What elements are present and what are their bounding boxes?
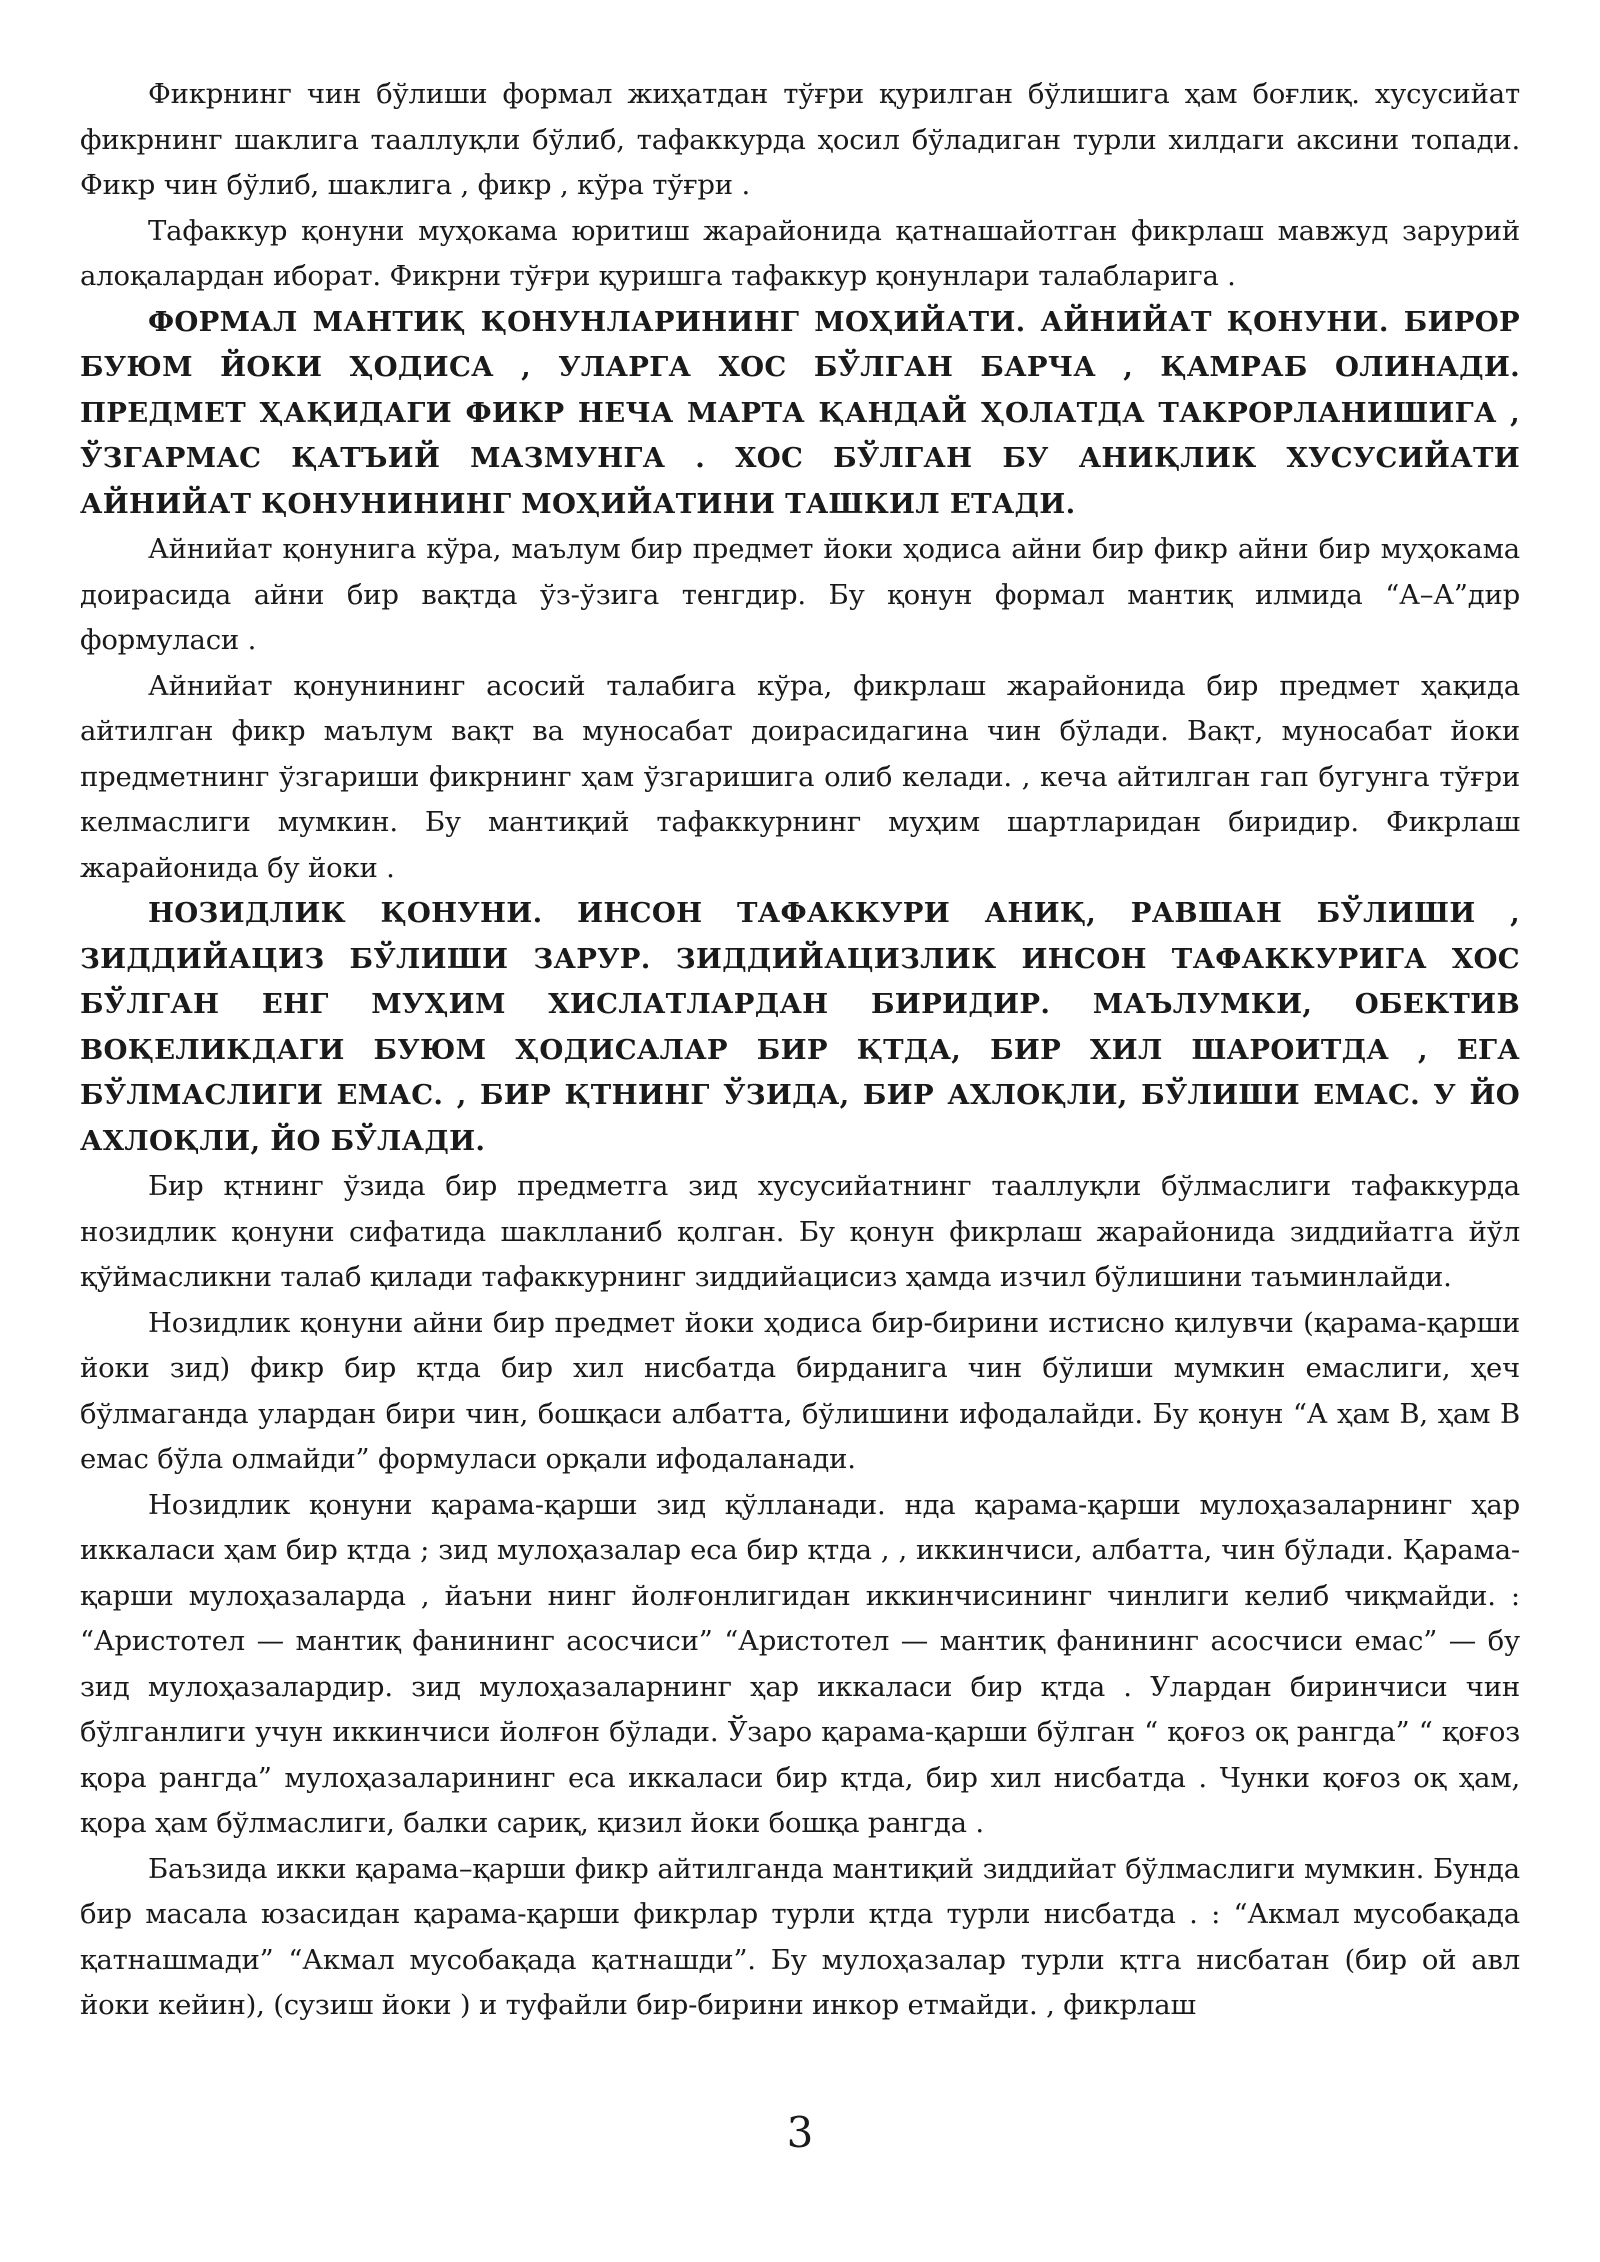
page-number: 3: [786, 2108, 814, 2157]
section-heading-paragraph: ФОРМАЛ МАНТИҚ ҚОНУНЛАРИНИНГ МОҲИЙАТИ. АЙНИЙАТ ҚОНУНИ. БИРОР БУЮМ ЙОКИ ҲОДИСА , УЛАРГА ХОС БЎЛГАН БАРЧА , ҚАМРАБ ОЛИНАДИ. ПРЕДМЕТ ҲАҚИДАГИ ФИКР НЕЧА МАРТА ҚАНДАЙ ҲОЛАТДА ТАКРОРЛАНИШИГА , ЎЗГАРМАС ҚАТЪИЙ МАЗМУНГА . ХОС БЎЛГАН БУ АНИҚЛИК ХУСУСИЙАТИ АЙНИЙАТ ҚОНУНИНИНГ МОҲИЙАТИНИ ТАШКИЛ ЕТАДИ.: [80, 305, 1520, 520]
paragraph: Бир қтнинг ўзида бир предметга зид хусусийатнинг тааллуқли бўлмаслиги тафаккурда нозидлик қонуни сифатида шаклланиб қолган. Бу қонун фикрлаш жарайонида зиддийатга йўл қўймасликни талаб қилади тафаккурнинг зиддийацисиз ҳамда изчил бўлишини таъминлайди.: [80, 1170, 1520, 1293]
paragraph: Нозидлик қонуни айни бир предмет йоки ҳодиса бир-бирини истисно қилувчи (қарама-қарши йоки зид) фикр бир қтда бир хил нисбатда бирданига чин бўлиши мумкин емаслиги, ҳеч бўлмаганда улардан бири чин, бошқаси албатта, бўлишини ифодалайди. Бу қонун “А ҳам В, ҳам В емас бўла олмайди” формуласи орқали ифодаланади.: [80, 1306, 1520, 1475]
paragraph: Нозидлик қонуни қарама-қарши зид қўлланади. нда қарама-қарши мулоҳазаларнинг ҳар иккаласи ҳам бир қтда ; зид мулоҳазалар еса бир қтда , , иккинчиси, албатта, чин бўлади. Қарама-қарши мулоҳазаларда , йаъни нинг йолғонлигидан иккинчисининг чинлиги келиб чиқмайди. : “Аристотел — мантиқ фанининг асосчиси” “Аристотел — мантиқ фанининг асосчиси емас” — бу зид мулоҳазалардир. зид мулоҳазаларнинг ҳар иккаласи бир қтда . Улардан биринчиси чин бўлганлиги учун иккинчиси йолғон бўлади. Ўзаро қарама-қарши бўлган “ қоғоз оқ рангда” “ қоғоз қора рангда” мулоҳазаларининг еса иккаласи бир қтда, бир хил нисбатда . Чунки қоғоз оқ ҳам, қора ҳам бўлмаслиги, балки сариқ, қизил йоки бошқа рангда .: [80, 1488, 1520, 1839]
paragraph: Тафаккур қонуни муҳокама юритиш жарайонида қатнашайотган фикрлаш мавжуд зарурий алоқалардан иборат. Фикрни тўғри қуришга тафаккур қонунлари талабларига .: [80, 214, 1520, 292]
paragraph: Айнийат қонунининг асосий талабига кўра, фикрлаш жарайонида бир предмет ҳақида айтилган фикр маълум вақт ва муносабат доирасидагина чин бўлади. Вақт, муносабат йоки предметнинг ўзгариши фикрнинг ҳам ўзгаришига олиб келади. , кеча айтилган гап бугунга тўғри келмаслиги мумкин. Бу мантиқий тафаккурнинг муҳим шартларидан биридир. Фикрлаш жарайонида бу йоки .: [80, 669, 1520, 884]
paragraph: Фикрнинг чин бўлиши формал жиҳатдан тўғри қурилган бўлишига ҳам боғлиқ. хусусийат фикрнинг шаклига тааллуқли бўлиб, тафаккурда ҳосил бўладиган турли хилдаги аксини топади. Фикр чин бўлиб, шаклига , фикр , кўра тўғри .: [80, 78, 1520, 201]
document-body: [80, 72, 1520, 2029]
section-heading-paragraph: НОЗИДЛИК ҚОНУНИ. ИНСОН ТАФАККУРИ АНИҚ, РАВШАН БЎЛИШИ , ЗИДДИЙАЦИЗ БЎЛИШИ ЗАРУР. ЗИДДИЙАЦИЗЛИК ИНСОН ТАФАККУРИГА ХОС БЎЛГАН ЕНГ МУҲИМ ХИСЛАТЛАРДАН БИРИДИР. МАЪЛУМКИ, ОБЕКТИВ ВОҚЕЛИКДАГИ БУЮМ ҲОДИСАЛАР БИР ҚТДА, БИР ХИЛ ШАРОИТДА , ЕГА БЎЛМАСЛИГИ ЕМАС. , БИР ҚТНИНГ ЎЗИДА, БИР АХЛОҚЛИ, БЎЛИШИ ЕМАС. У ЙО АХЛОҚЛИ, ЙО БЎЛАДИ.: [80, 897, 1520, 1157]
paragraph: Айнийат қонунига кўра, маълум бир предмет йоки ҳодиса айни бир фикр айни бир муҳокама доирасида айни бир вақтда ўз-ўзига тенгдир. Бу қонун формал мантиқ илмида “А–А”дир формуласи .: [80, 533, 1520, 656]
paragraph: Баъзида икки қарама–қарши фикр айтилганда мантиқий зиддийат бўлмаслиги мумкин. Бунда бир масала юзасидан қарама-қарши фикрлар турли қтда турли нисбатда . : “Акмал мусобақада қатнашмади” “Акмал мусобақада қатнашди”. Бу мулоҳазалар турли қтга нисбатан (бир ой авл йоки кейин), (сузиш йоки ) и туфайли бир-бирини инкор етмайди. , фикрлаш: [80, 1852, 1520, 2021]
